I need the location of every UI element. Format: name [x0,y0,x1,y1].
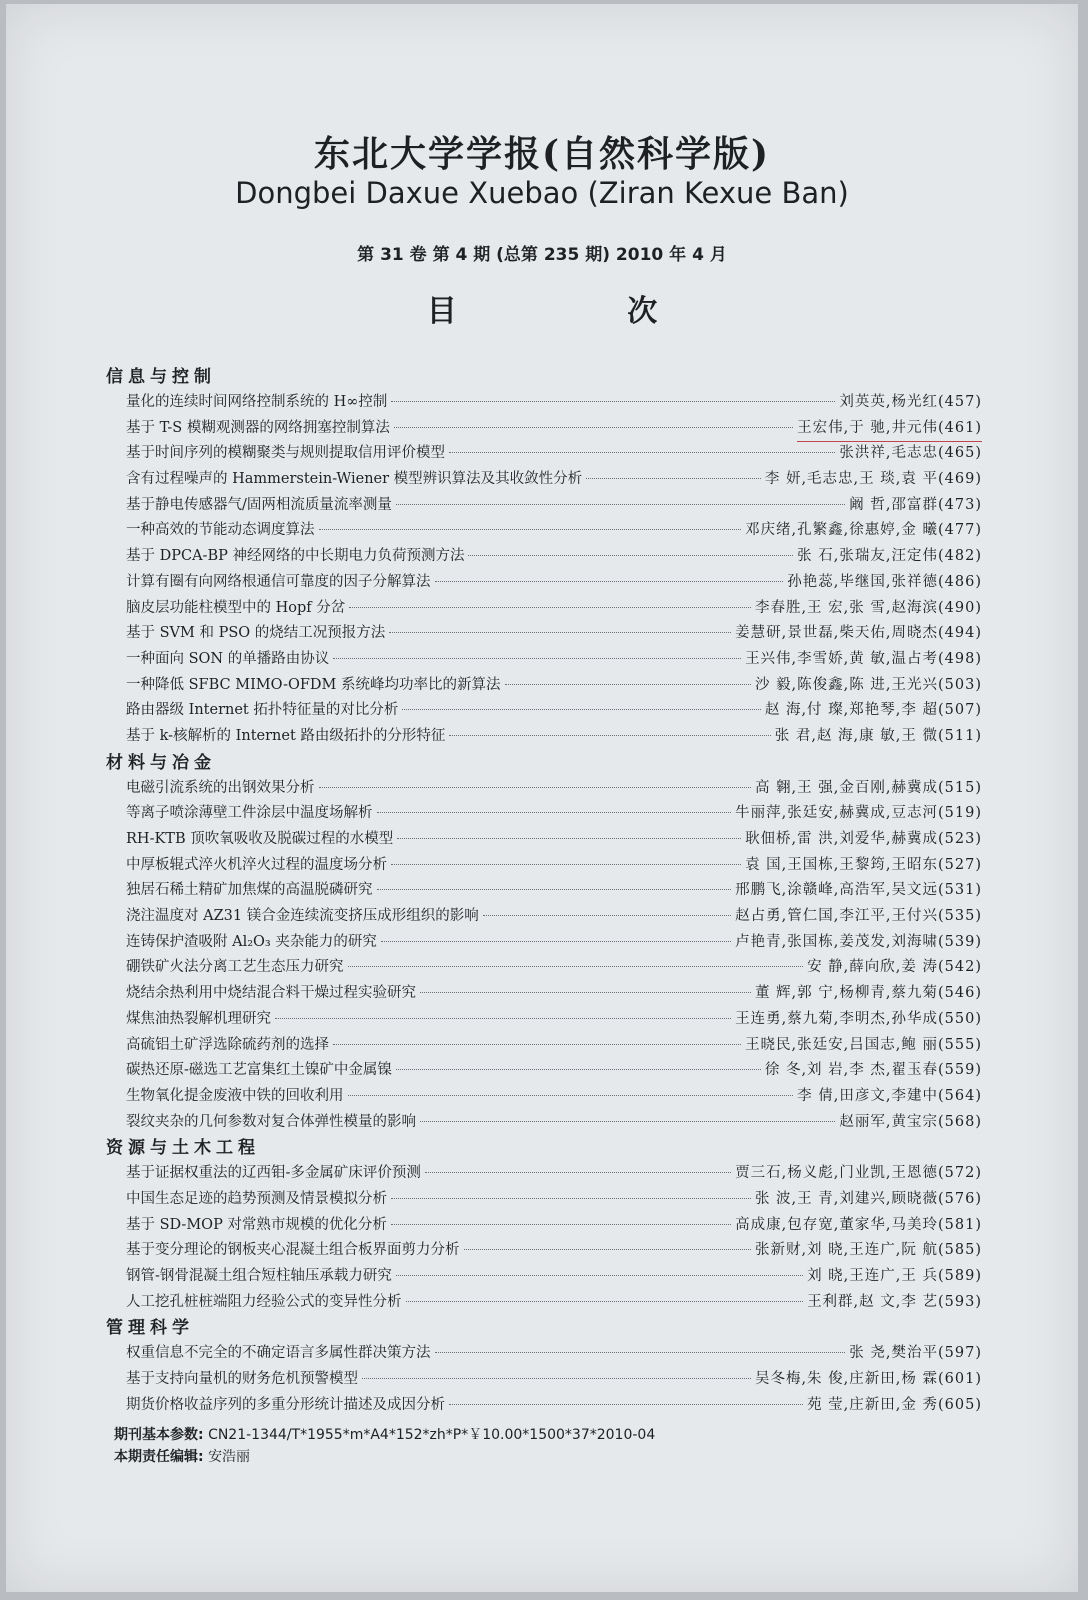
section-heading: 信息与控制 [106,367,216,387]
dot-leader [449,452,835,453]
toc-entry [106,518,982,544]
toc-entry [106,416,982,442]
dot-leader [505,684,751,685]
dot-leader [391,1198,751,1199]
toc-entry [106,570,982,596]
article-title: 期货价格收益序列的多重分形统计描述及成因分析 [126,1396,445,1413]
toc-entry [106,493,982,519]
toc-entry [106,1393,982,1419]
toc-entry [106,621,982,647]
dot-leader [319,529,742,530]
toc-entry [106,647,982,673]
journal-parameters-label: 期刊基本参数: [114,1427,204,1443]
article-authors-page: 李春胜,王 宏,张 雪,赵海滨(490) [754,599,982,616]
dot-leader [362,1378,751,1379]
dot-leader [468,555,793,556]
dot-leader [349,607,751,608]
toc-entry [106,1213,982,1239]
article-title: 煤焦油热裂解机理研究 [126,1010,271,1027]
article-title: 基于支持向量机的财务危机预警模型 [126,1371,358,1388]
article-title: RH-KTB 顶吹氧吸收及脱碳过程的水模型 [126,831,394,847]
toc-entry [106,955,982,981]
toc-entry [106,853,982,879]
article-title: 硼铁矿火法分离工艺生态压力研究 [126,959,344,976]
responsible-editor [114,1446,655,1468]
toc-entry [106,1007,982,1033]
section-heading: 材料与冶金 [106,752,216,773]
dot-leader [333,658,741,659]
article-title: 浇注温度对 AZ31 镁合金连续流变挤压成形组织的影响 [126,908,479,925]
toc-entry [106,1110,982,1136]
article-title: 中厚板辊式淬火机淬火过程的温度场分析 [126,856,387,873]
article-title: 基于变分理论的钢板夹心混凝土组合板界面剪力分析 [126,1242,460,1259]
toc-entry [106,698,982,724]
dot-leader [394,427,793,428]
dot-leader [333,1044,741,1045]
dot-leader [348,1095,794,1096]
toc-entry [106,544,982,570]
dot-leader [396,504,845,505]
article-title: 人工挖孔桩桩端阻力经验公式的变异性分析 [126,1293,402,1310]
article-title: 权重信息不完全的不确定语言多属性群决策方法 [126,1345,431,1362]
article-title: 一种降低 SFBC MIMO-OFDM 系统峰均功率比的新算法 [126,676,501,693]
article-authors-page: 李 妍,毛志忠,王 琰,袁 平(469) [764,471,982,488]
toc-entry [106,467,982,493]
article-authors-page: 高 翱,王 强,金百刚,赫冀成(515) [754,779,982,796]
journal-parameters [114,1424,655,1446]
article-authors-page: 牛丽萍,张廷安,赫冀成,豆志河(519) [735,805,982,822]
dot-leader [435,581,784,582]
article-authors-page: 耿佃桥,雷 洪,刘爱华,赫冀成(523) [745,831,982,847]
toc-entry [106,1238,982,1264]
footer [114,1424,655,1468]
toc-entry [106,904,982,930]
toc-entry [106,801,982,827]
article-title: 基于 DPCA-BP 神经网络的中长期电力负荷预测方法 [126,548,465,565]
article-authors-page: 董 辉,郭 宁,杨柳青,蔡九菊(546) [754,985,982,1002]
article-title: 连铸保护渣吸附 Al₂O₃ 夹杂能力的研究 [126,933,377,950]
dot-leader [420,992,751,993]
dot-leader [319,787,751,788]
article-authors-page: 王连勇,蔡九菊,李明杰,孙华成(550) [735,1010,982,1027]
dot-leader [391,864,741,865]
toc-entry [106,1290,982,1316]
toc-entry [106,1264,982,1290]
article-authors-page: 苑 莹,庄新田,金 秀(605) [807,1396,982,1413]
article-title: 基于 SD-MOP 对常熟市规模的优化分析 [126,1216,387,1233]
toc-entry [106,724,982,750]
article-authors-page: 张 石,张瑞友,汪定伟(482) [797,548,982,565]
article-title: 一种高效的节能动态调度算法 [126,522,315,539]
responsible-editor-label: 本期责任编辑: [114,1449,204,1465]
article-title: 基于时间序列的模糊聚类与规则提取信用评价模型 [126,445,445,462]
article-authors-page: 张 尧,樊治平(597) [849,1345,982,1362]
article-title: 基于 SVM 和 PSO 的烧结工况预报方法 [126,625,386,642]
toc-entry [106,981,982,1007]
article-authors-page: 阚 哲,邵富群(473) [849,496,982,513]
dot-leader [381,941,731,942]
dot-leader [402,709,760,710]
article-title: 基于证据权重法的辽西钼-多金属矿床评价预测 [126,1165,421,1182]
article-title: 裂纹夹杂的几何参数对复合体弹性模量的影响 [126,1113,416,1130]
dot-leader [397,838,741,839]
article-authors-page: 赵 海,付 璨,郑艳琴,李 超(507) [764,702,982,719]
responsible-editor-value: 安浩丽 [208,1449,251,1465]
dot-leader [449,735,770,736]
toc-entry [106,673,982,699]
article-authors-page: 王兴伟,李雪娇,黄 敏,温占考(498) [745,650,982,667]
article-authors-page: 张新财,刘 晓,王连广,阮 航(585) [754,1242,982,1259]
article-authors-page: 吴冬梅,朱 俊,庄新田,杨 霖(601) [754,1371,982,1388]
dot-leader [483,915,731,916]
table-of-contents [106,364,982,1418]
toc-entry [106,596,982,622]
article-title: 含有过程噪声的 Hammerstein-Wiener 模型辨识算法及其收敛性分析 [126,471,583,488]
toc-entry [106,441,982,467]
article-title: 脑皮层功能柱模型中的 Hopf 分岔 [126,599,346,616]
dot-leader [449,1404,803,1405]
dot-leader [389,632,731,633]
dot-leader [377,889,732,890]
article-title: 电磁引流系统的出钢效果分析 [126,779,315,796]
article-authors-page: 王利群,赵 文,李 艺(593) [807,1293,982,1310]
dot-leader [391,1224,731,1225]
article-authors-page: 卢艳青,张国栋,姜茂发,刘海啸(539) [735,933,982,950]
journal-parameters-value: CN21-1344/T*1955*m*A4*152*zh*P*￥10.00*1500*37*2010-04 [208,1427,656,1443]
dot-leader [435,1352,846,1353]
toc-entry [106,1367,982,1393]
article-authors-page: 刘英英,杨光红(457) [839,394,982,410]
article-authors-page: 安 静,薛向欣,姜 涛(542) [807,959,982,976]
toc-entry [106,878,982,904]
dot-leader [396,1275,803,1276]
article-title: 基于 k-核解析的 Internet 路由级拓扑的分形特征 [126,727,446,744]
article-title: 计算有圈有向网络根通信可靠度的因子分解算法 [126,573,431,590]
article-authors-page: 张 君,赵 海,康 敏,王 微(511) [774,727,982,744]
article-title: 高硫铝土矿浮选除硫药剂的选择 [126,1036,329,1053]
journal-title-pinyin: Dongbei Daxue Xuebao (Ziran Kexue Ban) [235,176,849,210]
article-authors-page: 张 波,王 青,刘建兴,顾晓薇(576) [754,1190,982,1207]
article-title: 烧结余热利用中烧结混合料干燥过程实验研究 [126,985,416,1002]
article-authors-page: 袁 国,王国栋,王黎筠,王昭东(527) [745,856,982,873]
article-title: 基于 T-S 模糊观测器的网络拥塞控制算法 [126,419,390,436]
toc-entry [106,1161,982,1187]
article-authors-page: 刘 晓,王连广,王 兵(589) [807,1268,982,1284]
contents-heading: 目 次 [426,294,738,329]
journal-title-chinese: 东北大学学报(自然科学版) [313,133,771,175]
article-authors-page: 高成康,包存宽,董家华,马美玲(581) [735,1216,982,1233]
dot-leader [464,1249,751,1250]
article-authors-page: 孙艳蕊,毕继国,张祥德(486) [787,573,982,590]
toc-entry [106,1058,982,1084]
issue-line: 第 31 卷 第 4 期 (总第 235 期) 2010 年 4 月 [357,245,727,265]
dot-leader [406,1301,804,1302]
journal-page [6,4,1078,1592]
dot-leader [275,1018,731,1019]
article-title: 钢管-钢骨混凝土组合短柱轴压承载力研究 [126,1268,392,1284]
dot-leader [348,966,804,967]
toc-entry [106,1187,982,1213]
toc-entry [106,827,982,853]
article-authors-page: 沙 毅,陈俊鑫,陈 进,王光兴(503) [754,676,982,693]
article-title: 量化的连续时间网络控制系统的 H∞控制 [126,394,388,410]
article-title: 中国生态足迹的趋势预测及情景模拟分析 [126,1190,387,1207]
article-title: 独居石稀土精矿加焦煤的高温脱磷研究 [126,882,373,899]
toc-entry [106,1341,982,1367]
toc-entry [106,1033,982,1059]
toc-entry [106,390,982,416]
dot-leader [420,1121,835,1122]
section-heading: 管理科学 [106,1318,194,1339]
dot-leader [377,812,732,813]
article-title: 碳热还原-磁选工艺富集红土镍矿中金属镍 [126,1062,392,1079]
toc-entry [106,776,982,802]
article-authors-page: 赵丽军,黄宝宗(568) [839,1113,982,1130]
article-authors-page: 李 倩,田彦文,李建中(564) [797,1087,982,1104]
article-authors-page: 邓庆绪,孔繁鑫,徐惠婷,金 曦(477) [745,522,982,539]
article-title: 生物氧化提金废液中铁的回收利用 [126,1087,344,1104]
article-authors-page: 姜慧研,景世磊,柴天佑,周晓杰(494) [735,625,982,642]
article-authors-page: 徐 冬,刘 岩,李 杰,翟玉春(559) [764,1062,982,1079]
article-title: 基于静电传感器气/固两相流质量流率测量 [126,496,392,513]
toc-entry [106,1084,982,1110]
toc-entry [106,930,982,956]
article-authors-page: 邢鹏飞,涂赣峰,高浩军,吴文远(531) [735,882,982,899]
dot-leader [425,1172,731,1173]
article-authors-page: 王宏伟,于 驰,井元伟(461) [797,416,982,443]
article-title: 路由器级 Internet 拓扑特征量的对比分析 [126,702,399,719]
article-authors-page: 赵占勇,管仁国,李江平,王付兴(535) [735,908,982,925]
dot-leader [391,401,835,402]
dot-leader [586,478,761,479]
section-heading: 资源与土木工程 [106,1138,260,1159]
article-title: 一种面向 SON 的单播路由协议 [126,650,330,667]
article-authors-page: 王晓民,张廷安,吕国志,鲍 丽(555) [745,1036,982,1053]
article-authors-page: 贾三石,杨义彪,门业凯,王恩德(572) [735,1165,982,1182]
article-title: 等离子喷涂薄壁工件涂层中温度场解析 [126,805,373,822]
dot-leader [396,1069,761,1070]
article-authors-page: 张洪祥,毛志忠(465) [839,445,982,462]
